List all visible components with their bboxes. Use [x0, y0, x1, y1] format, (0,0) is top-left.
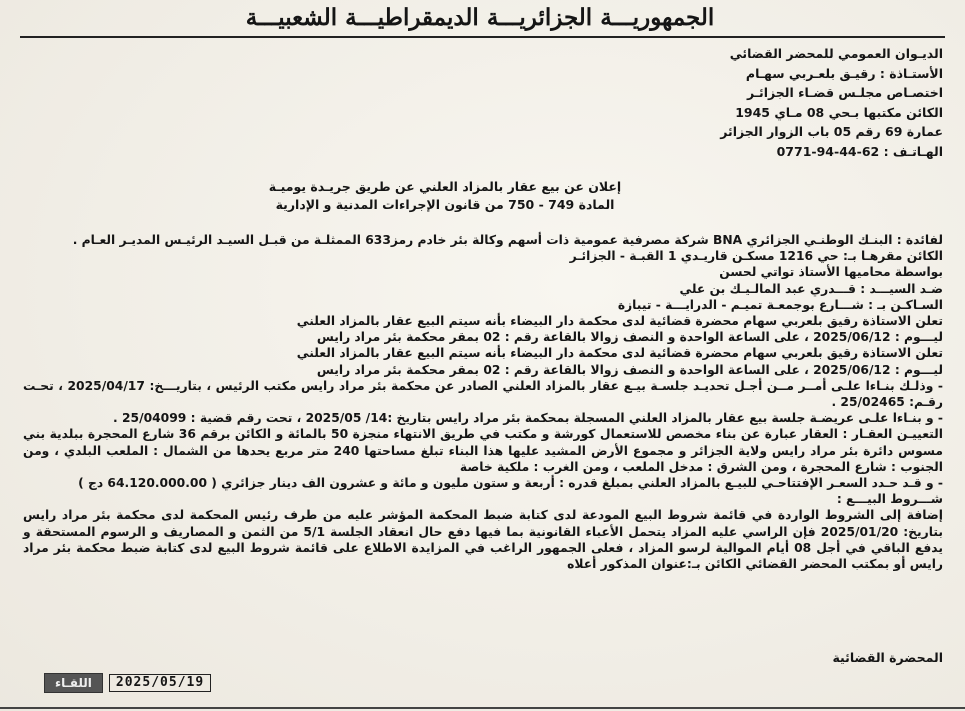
signature: المحضرة القضائية [832, 650, 943, 665]
body-paragraph: - و قـد حـدد السعـر الإفتتاحـي للبيـع بالمزاد العلني بمبلغ قدره : أربعة و ستون مليون و مائة و عشرون الف دينار جزائري ( 64.120.000.00 دج ) [78, 476, 943, 491]
body-paragraph: التعييـن العقـار : العقار عبارة عن بناء مخصص للاستعمال كورشة و مكتب في طريق الانتهاء منجزة 50 بالمائة و الكائن برقم 36 شارع المحجرة ببلدية بني مسوس دائرة بئر مراد رايس ولاية الجزائر و مجموع الأرض المشيد عليها هذا البناء تبلغ مساحتها 240 متر مربع يحدها من الشمال : الملعب البلدي ، ومن الجنوب : شارع المحجرة ، ومن الشرق : مدخل الملعب ، ومن الغرب : ملكية خاصة [23, 427, 943, 474]
office-line: عمارة 69 رقم 05 باب الزوار الجزائر [720, 124, 943, 139]
body-paragraph: بواسطة محاميها الأستاذ تواتي لحسن [719, 265, 943, 280]
office-line: الكائن مكتبها بـحي 08 مـاي 1945 [735, 104, 943, 120]
office-line: اختصـاص مجلـس قضـاء الجزائـر [747, 85, 943, 100]
page-title: الجمهوريـــة الجزائريـــة الديمقراطيـــة الشعبيـــة [245, 4, 715, 31]
body-paragraph: - وذلـك بنـاءا علـى أمــر مــن أجـل تحديـد جلسـة بيـع عقار بالمزاد العلني الصادر عن محكمة بئر مراد رايس مكتب الرئيس ، بتاريـــخ: 2025/04/17 ، تحـت رقـم: 25/02465 . [23, 378, 943, 410]
body-paragraph: السـاكـن بـ : شـــارع بوجمعـة تميـم - الدرايـــة - تيبازة [617, 297, 943, 312]
body-paragraph: - و بنـاءا علـى عريضـة جلسة بيع عقار بالمزاد العلني المسجلة بمحكمة بئر مراد رايس بتاريخ :14/ 2025/05 ، تحت رقم قضية : 25/04099 . [113, 411, 943, 426]
body-paragraph: إضافة إلى الشروط الواردة في قائمة شروط البيع المودعة لدى كتابة ضبط المحكمة المؤشر عليه من طرف رئيس المحكمة لدى محكمة بئر مراد رايس بتاريخ: 2025/01/20 فإن الراسي عليه المزاد يتحمل الأعباء القانونية بما فيها دفع حال انعقاد الجلسة 5/1 من الثمن و المصاريف و الرسوم المستحقة و يدفع الباقي في أجل 08 أيام الموالية لرسو المزاد ، فعلى الجمهور الراغب في المزايدة الاطلاع على قائمة شروط البيع لدى كتابة ضبط محكمة بئر مراد رايس أو بمكتب المحضر القضائي الكائن بـ:عنوان المذكور أعلاه [23, 508, 943, 572]
newspaper-name: اللقـاء [44, 673, 103, 693]
body-paragraph: ضـد السيـــد : قـــدري عبد المالـيـك بن علي [679, 281, 943, 296]
office-info [483, 44, 943, 161]
announcement-line-2: المادة 749 - 750 من قانون الإجراءات المدنية و الإدارية [275, 197, 615, 212]
body-paragraph: ليـــوم : 2025/06/12 ، على الساعة الواحدة و النصف زوالا بالقاعة رقم : 02 بمقر محكمة بئر مراد رايس [316, 362, 943, 377]
body-paragraph: شـــروط البيـــع : [836, 492, 943, 507]
bottom-divider [0, 707, 965, 709]
body-paragraph: الكائن مقرهـا بـ: حي 1216 مسكـن قاريـدي 1 القبـة - الجزائـر [569, 249, 943, 264]
body-paragraph: تعلن الاستاذة رقيق بلعربي سهام محضرة قضائية لدى محكمة دار البيضاء بأنه سيتم البيع عقار بالمزاد العلني [296, 346, 943, 361]
office-line: الديـوان العمومي للمحضر القضائي [729, 46, 943, 61]
title-divider [20, 36, 945, 38]
publication-date: 2025/05/19 [109, 674, 211, 692]
body-paragraph: لفائدة : البنـك الوطنـي الجزائري BNA شركة مصرفية عمومية ذات أسهم وكالة بئر خادم رمز633 الممثلـة من قبـل السيـد الرئيـس المديـر العـام . [72, 233, 943, 247]
announcement-heading [240, 178, 650, 214]
office-line: الهـاتـف : 62-44-94-0771 [776, 143, 943, 159]
body-paragraph: تعلن الاستاذة رقيق بلعربي سهام محضرة قضائية لدى محكمة دار البيضاء بأنه سيتم البيع عقار بالمزاد العلني [296, 314, 943, 329]
publication-stamp [44, 674, 211, 692]
office-line: الأستـاذة : رقيـق بلعـربي سهـام [745, 65, 943, 81]
announcement-body [23, 232, 943, 572]
body-paragraph: ليـــوم : 2025/06/12 ، على الساعة الواحدة و النصف زوالا بالقاعة رقم : 02 بمقر محكمة بئر مراد رايس [316, 330, 943, 345]
announcement-line-1: إعلان عن بيع عقار بالمزاد العلني عن طريق جريـدة يوميـة [268, 179, 622, 194]
